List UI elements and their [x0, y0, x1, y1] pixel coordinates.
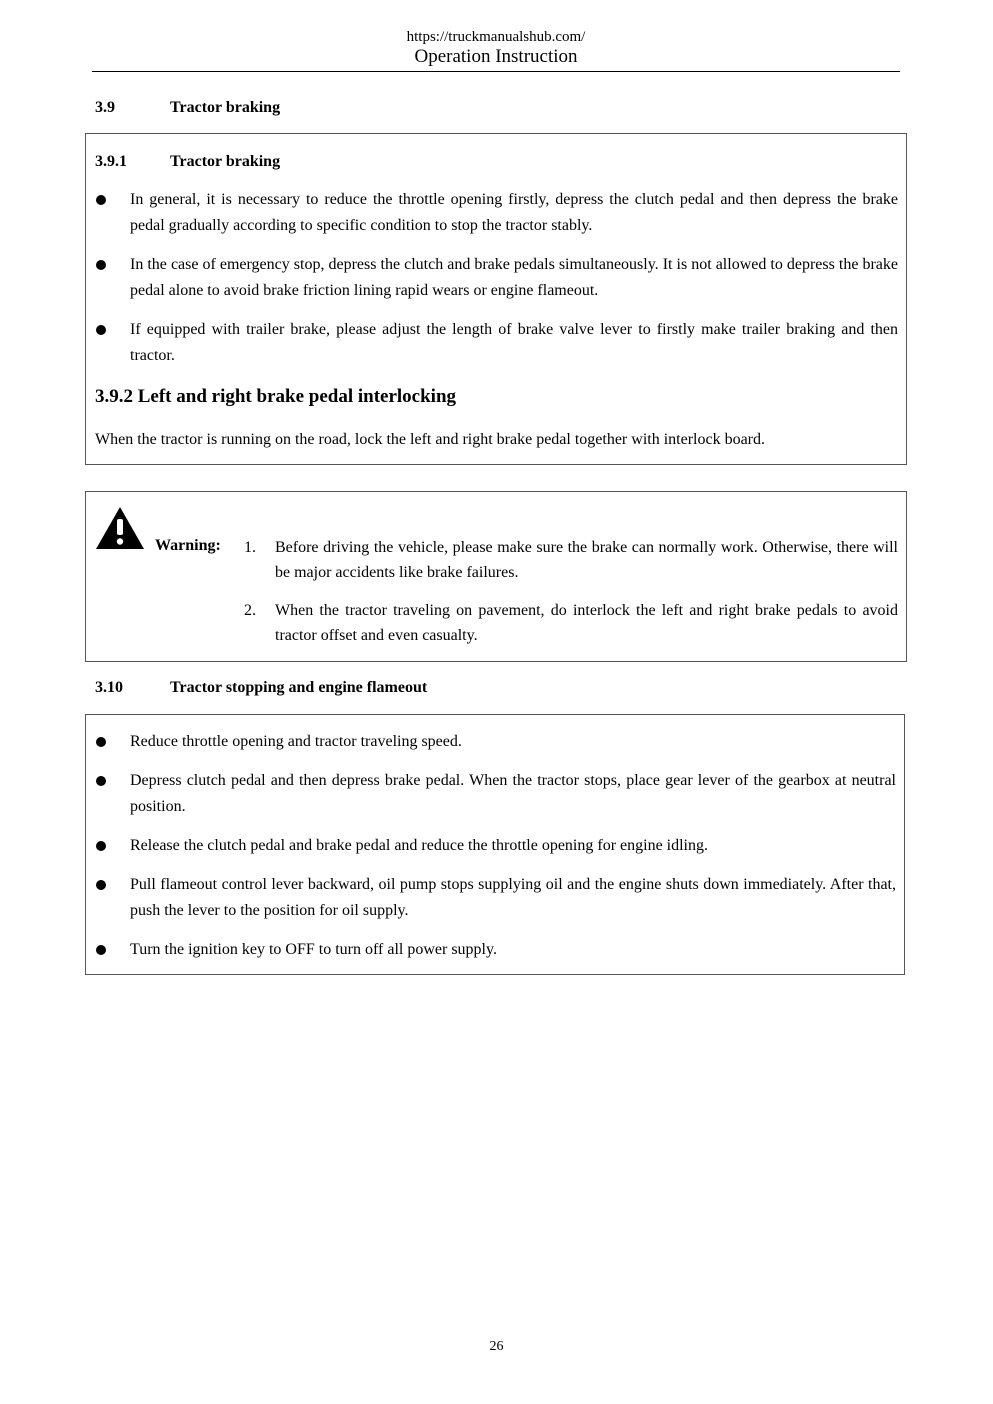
bullet-icon	[96, 880, 106, 890]
header-title: Operation Instruction	[414, 46, 578, 67]
subsection-3-9-1-heading	[95, 152, 280, 172]
warning-item-text: When the tractor traveling on pavement, do interlock the left and right brake pedals to avoid tractor offset and even casualty.	[275, 602, 898, 644]
list-item: Reduce throttle opening and tractor traveling speed.	[95, 729, 896, 755]
warning-item	[244, 535, 898, 585]
bullet-icon	[96, 776, 106, 786]
braking-box	[85, 133, 907, 465]
bullet-icon	[96, 841, 106, 851]
warning-item-number: 1.	[244, 539, 256, 556]
warning-item-text: Before driving the vehicle, please make sure the brake can normally work. Otherwise, there will be major accidents like brake failures.	[275, 539, 898, 581]
subsection-3-9-2-heading: 3.9.2 Left and right brake pedal interlocking	[95, 386, 457, 407]
warning-label: Warning:	[155, 537, 221, 554]
warning-box	[85, 491, 907, 662]
list-item: Depress clutch pedal and then depress brake pedal. When the tractor stops, place gear lever of the gearbox at neutral position.	[95, 768, 896, 820]
list-item: In the case of emergency stop, depress the clutch and brake pedals simultaneously. It is not allowed to depress the brake pedal alone to avoid brake friction lining rapid wears or engine flameout.	[95, 252, 898, 304]
subsection-number: 3.9.1	[95, 153, 127, 170]
stopping-box	[85, 714, 905, 975]
warning-item	[244, 598, 898, 648]
section-3-10-heading	[95, 678, 427, 698]
list-item: Turn the ignition key to OFF to turn off all power supply.	[95, 937, 896, 963]
bullet-icon	[96, 260, 106, 270]
interlock-paragraph: When the tractor is running on the road, lock the left and right brake pedal together with interlock board.	[95, 431, 765, 448]
warning-triangle-icon	[95, 506, 145, 550]
bullet-icon	[96, 195, 106, 205]
bullet-icon	[96, 945, 106, 955]
list-item: Release the clutch pedal and brake pedal and reduce the throttle opening for engine idling.	[95, 833, 896, 859]
section-title: Tractor braking	[170, 99, 281, 116]
header-divider	[92, 71, 900, 72]
page-header	[92, 28, 900, 68]
section-title: Tractor stopping and engine flameout	[170, 679, 428, 696]
list-item: If equipped with trailer brake, please adjust the length of brake valve lever to firstly make trailer braking and then tractor.	[95, 317, 898, 369]
list-item: In general, it is necessary to reduce the throttle opening firstly, depress the clutch pedal and then depress the brake pedal gradually according to specific condition to stop the tractor stably.	[95, 187, 898, 239]
warning-item-number: 2.	[244, 602, 256, 619]
section-number: 3.10	[95, 679, 123, 696]
section-number: 3.9	[95, 99, 115, 116]
section-3-9-heading	[95, 98, 280, 118]
subsection-title: Tractor braking	[170, 153, 281, 170]
bullet-icon	[96, 325, 106, 335]
header-url: https://truckmanualshub.com/	[406, 29, 586, 45]
bullet-icon	[96, 737, 106, 747]
page-number: 26	[489, 1339, 504, 1354]
list-item: Pull flameout control lever backward, oil pump stops supplying oil and the engine shuts down immediately. After that, push the lever to the position for oil supply.	[95, 872, 896, 924]
